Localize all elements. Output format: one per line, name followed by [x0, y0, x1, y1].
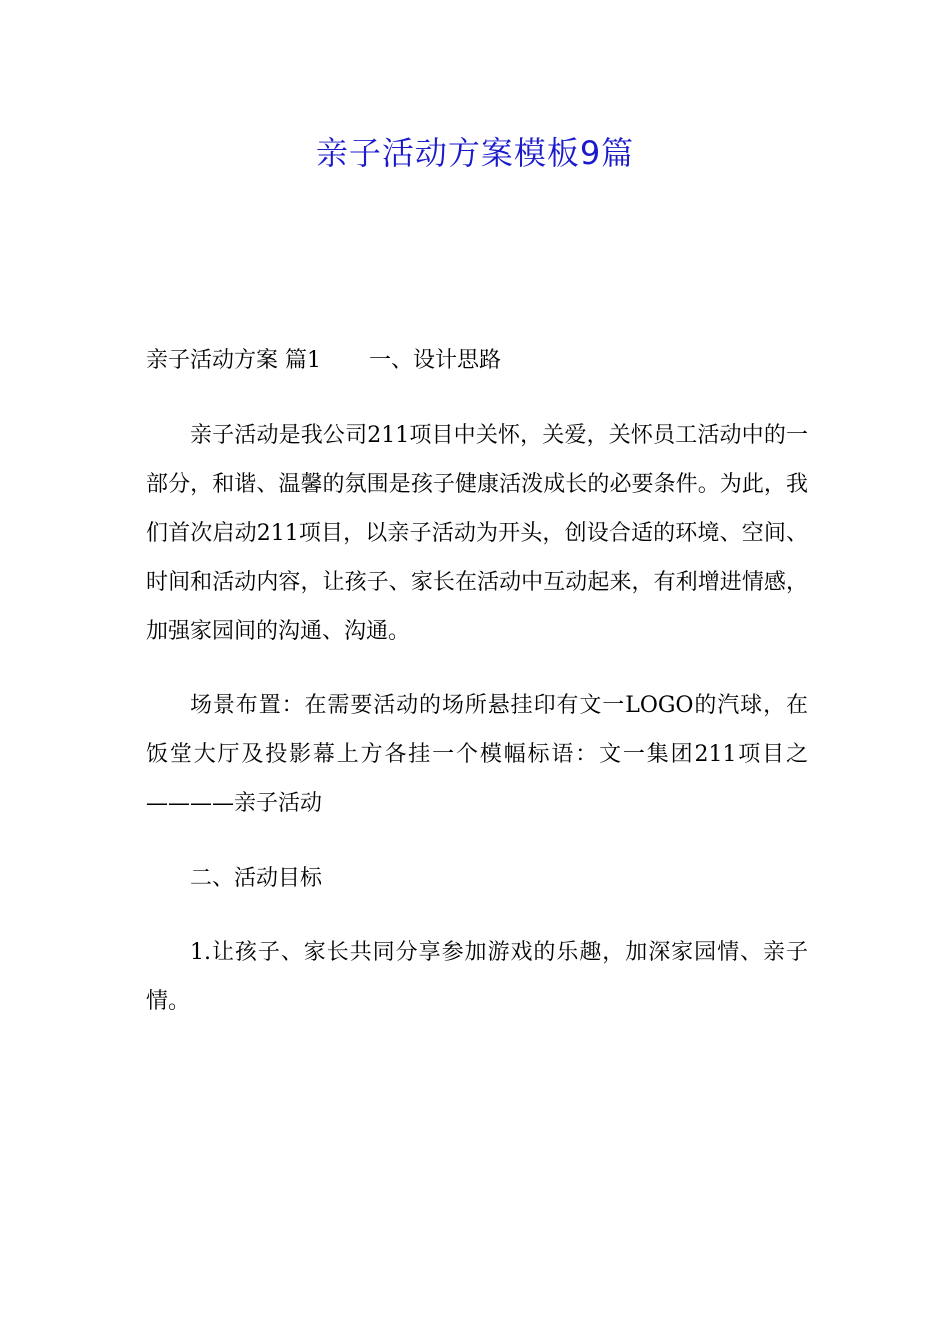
paragraph-scene-layout: 场景布置：在需要活动的场所悬挂印有文一LOGO的汽球，在饭堂大厅及投影幕上方各挂一个模幅标语：文一集团211项目之————亲子活动 [146, 693, 808, 816]
document-title: 亲子活动方案模板9篇 [315, 134, 635, 172]
paragraph-activity-goals-heading: 二、活动目标 [190, 865, 323, 891]
section-heading-right: 一、设计思路 [369, 348, 502, 373]
section-heading-left: 亲子活动方案 篇1 [146, 348, 321, 373]
section-heading [146, 336, 808, 385]
paragraph-goal-1: 1.让孩子、家长共同分享参加游戏的乐趣，加深家园情、亲子情。 [146, 940, 808, 1014]
paragraph-design-idea: 亲子活动是我公司211项目中关怀，关爱，关怀员工活动中的一部分，和谐、温馨的氛围是孩子健康活泼成长的必要条件。为此，我们首次启动211项目，以亲子活动为开头，创设合适的环境、空间、时间和活动内容，让孩子、家长在活动中互动起来，有利增进情感，加强家园间的沟通、沟通。 [146, 422, 808, 644]
document-body [146, 336, 808, 1052]
